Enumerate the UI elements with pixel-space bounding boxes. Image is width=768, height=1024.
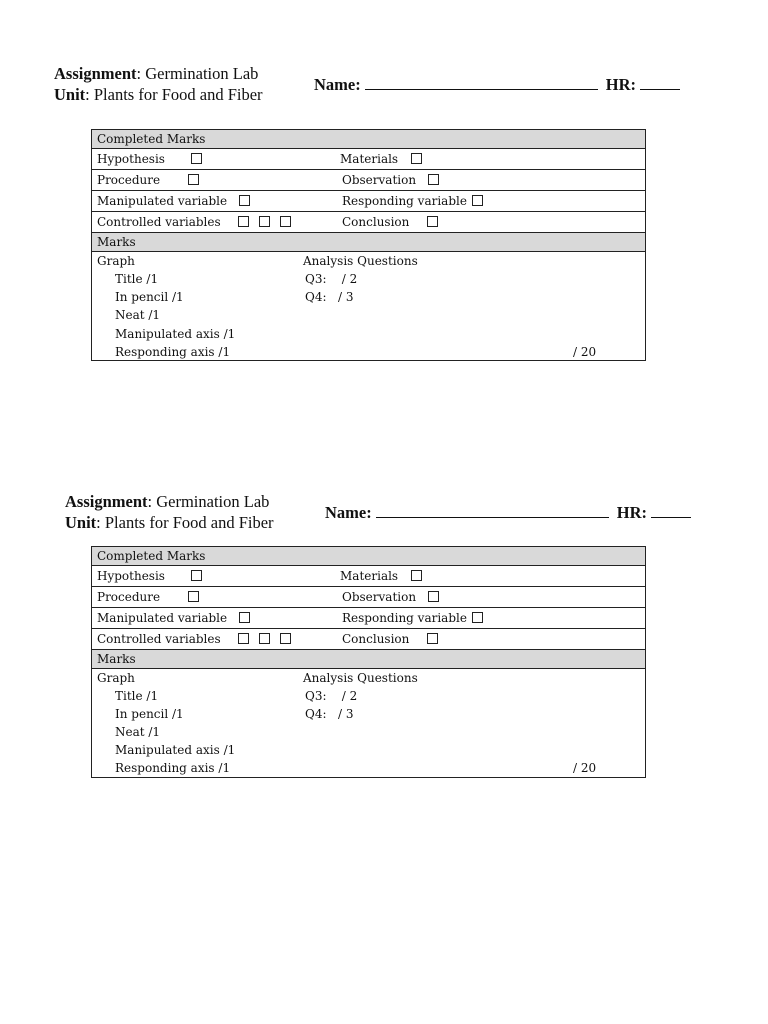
checklist-label: Controlled variables xyxy=(97,632,221,646)
hypothesis-checkbox[interactable] xyxy=(191,153,202,164)
checklist-label: Materials xyxy=(340,152,399,166)
analysis-item: Q4: / 3 xyxy=(305,707,354,721)
controlled-variable-checkbox[interactable] xyxy=(259,216,270,227)
checklist-row xyxy=(92,608,645,629)
checklist-label: Materials xyxy=(340,569,399,583)
graph-item: Responding axis /1 xyxy=(115,761,231,775)
checklist-label: Conclusion xyxy=(342,632,410,646)
analysis-questions-label: Analysis Questions xyxy=(303,254,418,268)
materials-checkbox[interactable] xyxy=(411,153,422,164)
assignment-header xyxy=(65,491,274,533)
checklist-label: Procedure xyxy=(97,173,161,187)
assignment-header xyxy=(54,63,263,105)
total-score: / 20 xyxy=(573,345,597,359)
name-block xyxy=(325,503,691,523)
assignment-label: Assignment xyxy=(54,64,137,83)
hr-label: HR: xyxy=(616,503,647,522)
graph-item: Neat /1 xyxy=(115,725,161,739)
graph-label: Graph xyxy=(97,671,135,685)
assignment-label: Assignment xyxy=(65,492,148,511)
unit-label: Unit xyxy=(65,513,97,532)
marks-table xyxy=(91,546,646,778)
checklist-label: Conclusion xyxy=(342,215,410,229)
manipulated-variable-checkbox[interactable] xyxy=(239,195,250,206)
conclusion-checkbox[interactable] xyxy=(427,216,438,227)
graph-item: Manipulated axis /1 xyxy=(115,327,236,341)
responding-variable-checkbox[interactable] xyxy=(472,612,483,623)
observation-checkbox[interactable] xyxy=(428,174,439,185)
analysis-item: Q3: / 2 xyxy=(305,689,358,703)
observation-checkbox[interactable] xyxy=(428,591,439,602)
manipulated-variable-checkbox[interactable] xyxy=(239,612,250,623)
checklist-label: Observation xyxy=(342,173,417,187)
checklist-label: Manipulated variable xyxy=(97,611,228,625)
name-label: Name: xyxy=(314,75,361,94)
controlled-variable-checkbox[interactable] xyxy=(280,633,291,644)
marks-body xyxy=(92,669,645,777)
unit-value: : Plants for Food and Fiber xyxy=(85,85,263,104)
checklist-row xyxy=(92,566,645,587)
checklist-row xyxy=(92,629,645,650)
name-field[interactable] xyxy=(376,503,609,518)
checklist-label: Manipulated variable xyxy=(97,194,228,208)
checklist-row xyxy=(92,149,645,170)
graph-item: Neat /1 xyxy=(115,308,161,322)
checklist-label: Hypothesis xyxy=(97,152,165,166)
checklist-label: Procedure xyxy=(97,590,161,604)
hr-field[interactable] xyxy=(640,75,680,90)
conclusion-checkbox[interactable] xyxy=(427,633,438,644)
name-block xyxy=(314,75,680,95)
procedure-checkbox[interactable] xyxy=(188,591,199,602)
marks-header-row xyxy=(92,233,645,252)
checklist-label: Hypothesis xyxy=(97,569,165,583)
controlled-variable-checkbox[interactable] xyxy=(238,633,249,644)
marks-table xyxy=(91,129,646,361)
graph-item: In pencil /1 xyxy=(115,290,184,304)
controlled-variable-checkbox[interactable] xyxy=(280,216,291,227)
assignment-value: : Germination Lab xyxy=(147,492,270,511)
unit-label: Unit xyxy=(54,85,86,104)
graph-item: Title /1 xyxy=(115,272,159,286)
materials-checkbox[interactable] xyxy=(411,570,422,581)
checklist-row xyxy=(92,191,645,212)
graph-item: Manipulated axis /1 xyxy=(115,743,236,757)
checklist-label: Responding variable xyxy=(342,611,467,625)
completed-marks-header: Completed Marks xyxy=(97,549,206,563)
procedure-checkbox[interactable] xyxy=(188,174,199,185)
graph-item: Title /1 xyxy=(115,689,159,703)
completed-marks-header-row xyxy=(92,130,645,149)
checklist-row xyxy=(92,587,645,608)
completed-marks-header-row xyxy=(92,547,645,566)
completed-marks-header: Completed Marks xyxy=(97,132,206,146)
hr-label: HR: xyxy=(605,75,636,94)
marks-header-row xyxy=(92,650,645,669)
checklist-row xyxy=(92,170,645,191)
total-score: / 20 xyxy=(573,761,597,775)
checklist-row xyxy=(92,212,645,233)
graph-label: Graph xyxy=(97,254,135,268)
controlled-variable-checkbox[interactable] xyxy=(259,633,270,644)
marks-header: Marks xyxy=(97,652,136,666)
responding-variable-checkbox[interactable] xyxy=(472,195,483,206)
analysis-questions-label: Analysis Questions xyxy=(303,671,418,685)
checklist-label: Observation xyxy=(342,590,417,604)
marks-header: Marks xyxy=(97,235,136,249)
graph-item: Responding axis /1 xyxy=(115,345,231,359)
analysis-item: Q3: / 2 xyxy=(305,272,358,286)
assignment-value: : Germination Lab xyxy=(136,64,259,83)
hypothesis-checkbox[interactable] xyxy=(191,570,202,581)
unit-value: : Plants for Food and Fiber xyxy=(96,513,274,532)
controlled-variable-checkbox[interactable] xyxy=(238,216,249,227)
marks-body xyxy=(92,252,645,360)
checklist-label: Responding variable xyxy=(342,194,467,208)
graph-item: In pencil /1 xyxy=(115,707,184,721)
analysis-item: Q4: / 3 xyxy=(305,290,354,304)
name-field[interactable] xyxy=(365,75,598,90)
checklist-label: Controlled variables xyxy=(97,215,221,229)
name-label: Name: xyxy=(325,503,372,522)
hr-field[interactable] xyxy=(651,503,691,518)
